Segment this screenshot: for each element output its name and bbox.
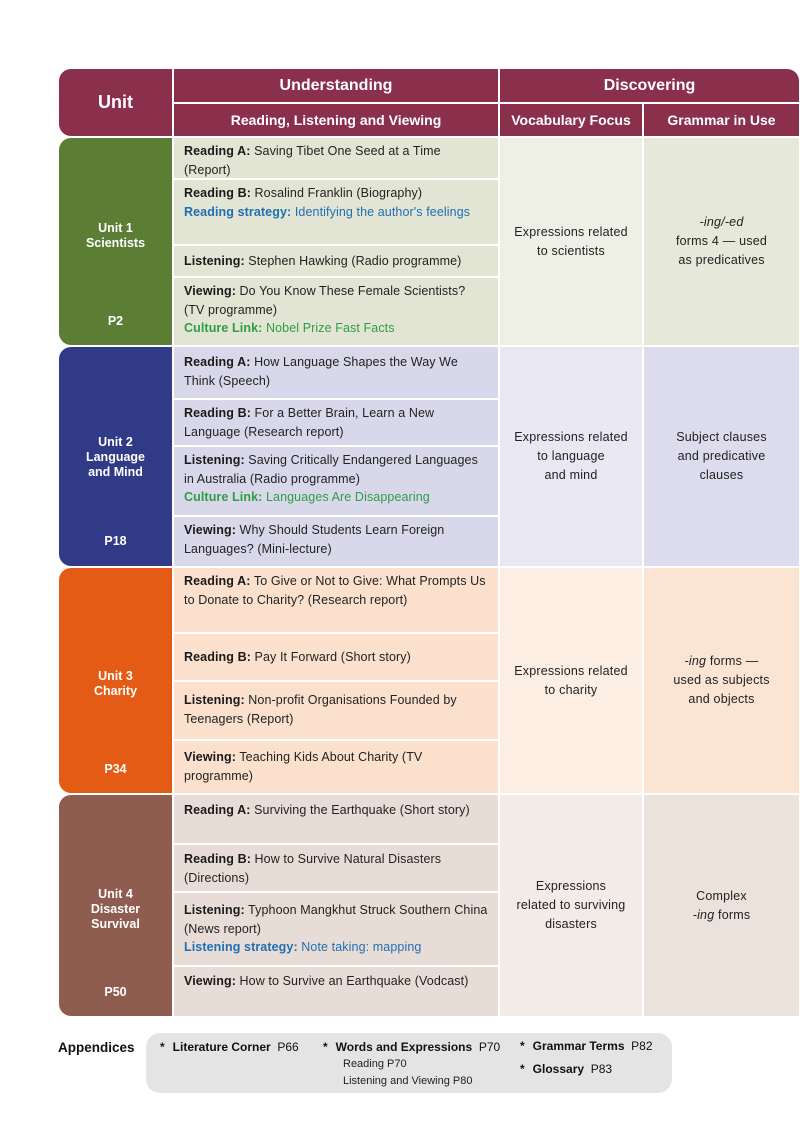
row-text: Teaching Kids About Charity (TV programme) <box>184 750 423 783</box>
unit-3-title: Charity <box>93 684 138 698</box>
unit-2-grammar: Subject clauses and predicative clauses <box>644 347 799 566</box>
appendix-literature-corner[interactable]: * Literature Corner P66 <box>160 1040 299 1054</box>
unit-4-viewing[interactable] <box>174 967 498 1016</box>
unit-1-vocabulary: Expressions related to scientists <box>500 138 642 345</box>
row-label: Viewing: <box>184 750 236 764</box>
culture-link: Culture Link: Languages Are Disappearing <box>184 490 430 504</box>
listening-strategy: Listening strategy: Note taking: mapping <box>184 940 422 954</box>
unit-1-listening[interactable] <box>174 246 498 276</box>
row-label: Reading B: <box>184 852 251 866</box>
appendix-words-and-expressions[interactable]: * Words and Expressions P70 <box>323 1040 501 1054</box>
unit-3-number: Unit 3 <box>98 669 133 683</box>
unit-2-number: Unit 2 <box>98 435 133 449</box>
row-text: How Language Shapes the Way We Think (Speech) <box>184 355 458 388</box>
row-label: Viewing: <box>184 284 236 298</box>
unit-1-grammar: -ing/-ed forms 4 — used as predicatives <box>644 138 799 345</box>
reading-listening-viewing-header: Reading, Listening and Viewing <box>174 104 498 136</box>
unit-1-reading-a[interactable] <box>174 138 498 178</box>
unit-1-number: Unit 1 <box>98 221 133 235</box>
appendix-listening-viewing[interactable]: Listening and Viewing P80 <box>343 1075 473 1087</box>
row-text: How to Survive an Earthquake (Vodcast) <box>235 974 469 988</box>
row-text: Non-profit Organisations Founded by Teenagers (Report) <box>184 693 457 726</box>
row-label: Reading A: <box>184 355 251 369</box>
unit-3-grammar: -ing forms — used as subjects and objects <box>644 568 799 793</box>
row-label: Listening: <box>184 254 245 268</box>
row-label: Reading B: <box>184 186 251 200</box>
row-text: Rosalind Franklin (Biography) <box>250 186 423 200</box>
unit-2-title: Language <box>85 450 146 464</box>
row-text: How to Survive Natural Disasters (Directions) <box>184 852 442 885</box>
unit-4-title: Disaster <box>90 902 141 916</box>
vocabulary-focus-header: Vocabulary Focus <box>500 104 642 136</box>
unit-3-cell[interactable] <box>59 568 172 793</box>
unit-4-grammar: Complex -ing forms <box>644 795 799 1016</box>
reading-strategy: Reading strategy: Identifying the author's feelings <box>184 204 471 219</box>
unit-column-header: Unit <box>59 69 172 136</box>
unit-3-vocabulary: Expressions related to charity <box>500 568 642 793</box>
appendix-reading[interactable]: Reading P70 <box>343 1058 407 1070</box>
unit-1-cell[interactable] <box>59 138 172 345</box>
row-label: Reading A: <box>184 144 251 158</box>
row-text: To Give or Not to Give: What Prompts Us to Donate to Charity? (Research report) <box>184 574 486 607</box>
unit-2-listening[interactable] <box>174 447 498 515</box>
unit-1-title: Scientists <box>85 236 146 250</box>
unit-4-listening[interactable] <box>174 893 498 965</box>
unit-3-reading-b[interactable] <box>174 634 498 680</box>
unit-2-vocabulary: Expressions related to language and mind <box>500 347 642 566</box>
grammar-in-use-header: Grammar in Use <box>644 104 799 136</box>
row-text: Pay It Forward (Short story) <box>250 650 411 664</box>
unit-4-reading-a[interactable] <box>174 795 498 843</box>
unit-4-page[interactable]: P50 <box>104 985 127 999</box>
row-text: For a Better Brain, Learn a New Language (Research report) <box>184 406 435 439</box>
unit-4-title-2: Survival <box>91 917 140 931</box>
row-text: Why Should Students Learn Foreign Languages? (Mini-lecture) <box>184 523 445 556</box>
unit-2-viewing[interactable] <box>174 517 498 566</box>
row-text: Do You Know These Female Scientists? (TV programme) <box>184 284 466 317</box>
row-text: Saving Critically Endangered Languages in Australia (Radio programme) <box>184 453 478 486</box>
row-label: Reading B: <box>184 406 251 420</box>
unit-4-reading-b[interactable] <box>174 845 498 891</box>
row-label: Reading B: <box>184 650 251 664</box>
row-label: Viewing: <box>184 974 236 988</box>
unit-3-page[interactable]: P34 <box>104 762 127 776</box>
row-label: Reading A: <box>184 574 251 588</box>
row-label: Viewing: <box>184 523 236 537</box>
understanding-header: Understanding <box>174 69 498 102</box>
unit-2-reading-a[interactable] <box>174 347 498 398</box>
unit-3-reading-a[interactable] <box>174 568 498 632</box>
unit-3-viewing[interactable] <box>174 741 498 793</box>
row-label: Reading A: <box>184 803 251 817</box>
appendix-glossary[interactable]: * Glossary P83 <box>520 1062 613 1076</box>
unit-2-reading-b[interactable] <box>174 400 498 445</box>
unit-4-cell[interactable] <box>59 795 172 1016</box>
unit-2-cell[interactable] <box>59 347 172 566</box>
appendices-label: Appendices <box>58 1040 135 1055</box>
unit-2-page[interactable]: P18 <box>104 534 127 548</box>
culture-link: Culture Link: Nobel Prize Fast Facts <box>184 321 395 335</box>
unit-1-page[interactable]: P2 <box>107 314 124 328</box>
appendix-grammar-terms[interactable]: * Grammar Terms P82 <box>520 1039 653 1053</box>
row-text: Saving Tibet One Seed at a Time (Report) <box>184 144 441 177</box>
unit-1-reading-b[interactable] <box>174 180 498 244</box>
unit-4-number: Unit 4 <box>98 887 133 901</box>
row-label: Listening: <box>184 903 245 917</box>
row-text: Surviving the Earthquake (Short story) <box>250 803 470 817</box>
unit-4-vocabulary: Expressions related to surviving disasters <box>500 795 642 1016</box>
discovering-header: Discovering <box>500 69 799 102</box>
unit-2-title-2: and Mind <box>88 465 143 479</box>
row-text: Typhoon Mangkhut Struck Southern China (News report) <box>184 903 488 936</box>
row-label: Listening: <box>184 693 245 707</box>
row-text: Stephen Hawking (Radio programme) <box>244 254 462 268</box>
unit-3-listening[interactable] <box>174 682 498 739</box>
unit-1-viewing[interactable] <box>174 278 498 345</box>
row-label: Listening: <box>184 453 245 467</box>
